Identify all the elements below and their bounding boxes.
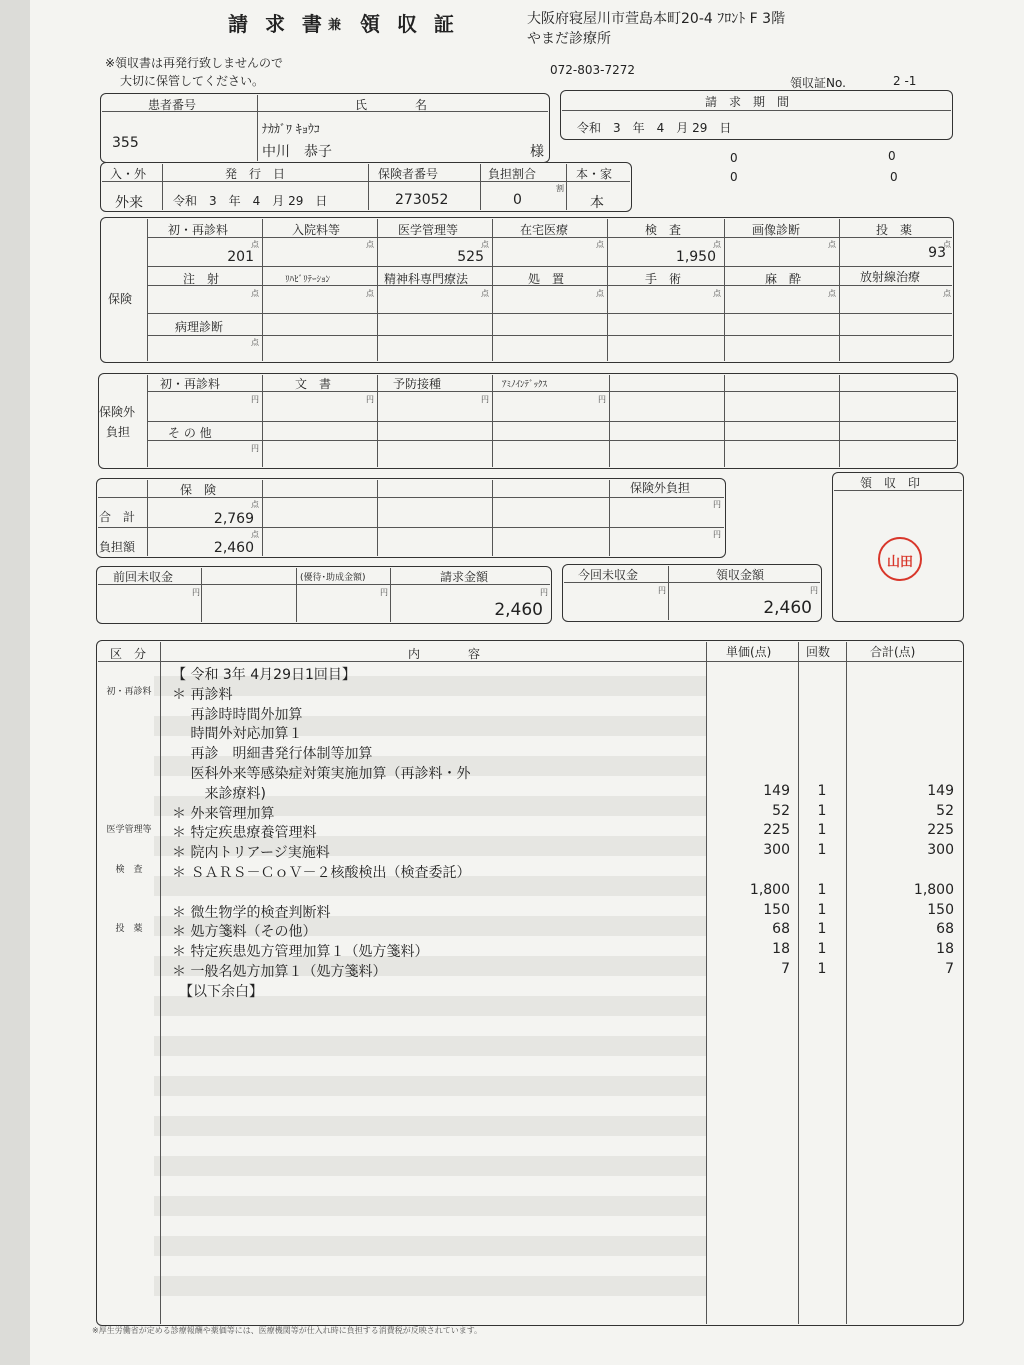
detail-content: ＊ 特定疾患療養管理料	[172, 825, 317, 841]
seal-stamp-text: 山田	[886, 555, 913, 570]
ins-h-tests: 検 査	[645, 223, 682, 237]
detail-count: 1	[817, 902, 827, 918]
detail-unit-price: 18	[772, 941, 790, 957]
notice-line-1: ※領収書は再発行致しませんので	[105, 56, 284, 70]
ins-h-pathology: 病理診断	[175, 320, 224, 334]
detail-content: ＊ 処方箋料（その他）	[172, 924, 317, 940]
unit-yen: 円	[192, 588, 200, 597]
misc-zero-3: 0	[730, 170, 738, 184]
patient-id: 355	[112, 135, 139, 151]
detail-count: 1	[817, 882, 827, 898]
unit-yen: 円	[366, 395, 374, 404]
detail-content: ＊ 院内トリアージ実施料	[172, 845, 330, 861]
unit-point: 点	[713, 240, 721, 249]
ratio-unit: 割	[556, 184, 564, 193]
ins-h-injection: 注 射	[183, 272, 220, 286]
title-ken: 兼	[328, 18, 342, 33]
unit-point: 点	[943, 289, 951, 298]
ins-h-home-care: 在宅医療	[520, 223, 569, 237]
detail-category: 検 査	[115, 865, 143, 875]
received-amount-label: 領収金額	[716, 568, 765, 582]
detail-content: ＊ 一般名処方加算１（処方箋料）	[172, 964, 387, 980]
detail-content: 医科外来等感染症対策実施加算（再診料・外	[172, 766, 471, 782]
detail-total: 1,800	[913, 882, 954, 898]
detail-total: 7	[945, 961, 954, 977]
row-stripe	[154, 1076, 706, 1096]
unit-yen: 円	[713, 530, 721, 539]
detail-content: 来診療料)	[172, 786, 266, 802]
unit-point: 点	[596, 240, 604, 249]
visit-type-label: 入・外	[110, 167, 147, 181]
person-label: 本・家	[576, 167, 613, 181]
ins-h-psychiatry: 精神科専門療法	[384, 272, 469, 286]
unit-point: 点	[366, 289, 374, 298]
unit-point: 点	[251, 289, 259, 298]
unit-point: 点	[251, 500, 259, 509]
ins-h-first-visit: 初・再診料	[168, 223, 229, 237]
unit-point: 点	[828, 289, 836, 298]
detail-content: ＊ ＳＡＲＳ－ＣｏＶ－２核酸検出（検査委託）	[172, 865, 471, 881]
insurer-number: 273052	[395, 192, 449, 208]
received-amount: 2,460	[763, 598, 812, 618]
insured-person: 本	[590, 195, 604, 211]
detail-category: 初・再診料	[106, 687, 152, 697]
row-stripe	[154, 1116, 706, 1136]
receipt-no-label: 領収証No.	[790, 76, 846, 90]
detail-content: 再診時時間外加算	[172, 707, 303, 723]
detail-count: 1	[817, 941, 827, 957]
totals-non-ins-label: 保険外負担	[630, 481, 691, 495]
footer-note: ※厚生労働省が定める診療報酬や薬価等には、医療機関等が仕入れ時に負担する消費税が反映されています。	[92, 1326, 483, 1335]
ins-h-rehab: ﾘﾊﾋﾞﾘﾃｰｼｮﾝ	[285, 275, 331, 285]
non-ins-h-first-visit: 初・再診料	[160, 377, 221, 391]
detail-content: ＊ 微生物学的検査判断料	[172, 905, 331, 921]
detail-total: 225	[927, 822, 954, 838]
ins-h-surgery: 手 術	[645, 272, 682, 286]
ins-v-tests: 1,950	[675, 249, 716, 265]
unit-yen: 円	[658, 586, 666, 595]
row-stripe	[154, 1036, 706, 1056]
non-ins-h-other: そ の 他	[168, 426, 212, 440]
non-ins-h-documents: 文 書	[295, 377, 332, 391]
insurance-box	[100, 217, 954, 363]
clinic-phone: 072-803-7272	[550, 63, 636, 77]
detail-h-total: 合計(点)	[870, 645, 916, 659]
patient-kana: ﾅｶｶﾞﾜ ｷｮｳｺ	[262, 122, 320, 136]
detail-total: 150	[927, 902, 954, 918]
non-ins-side-label-2: 負担	[106, 425, 131, 439]
row-stripe	[154, 1156, 706, 1176]
unit-yen: 円	[251, 444, 259, 453]
detail-count: 1	[817, 783, 827, 799]
unit-yen: 円	[713, 500, 721, 509]
billed-amount-label: 請求金額	[440, 570, 489, 584]
detail-content: 【以下余白】	[172, 984, 263, 1000]
discount-label: (優待･助成金額)	[300, 573, 366, 583]
detail-unit-price: 52	[772, 803, 790, 819]
detail-count: 1	[817, 961, 827, 977]
misc-zero-1: 0	[730, 151, 738, 165]
stamp-label: 領 収 印	[860, 476, 921, 490]
ratio-label: 負担割合	[488, 167, 537, 181]
visit-type: 外来	[115, 195, 143, 211]
burden-ratio: 0	[513, 192, 522, 208]
detail-total: 52	[936, 803, 954, 819]
ins-h-management: 医学管理等	[398, 223, 459, 237]
detail-h-category: 区 分	[110, 647, 147, 661]
unit-yen: 円	[251, 395, 259, 404]
period-label: 請 求 期 間	[705, 95, 790, 109]
detail-unit-price: 149	[763, 783, 790, 799]
seal-stamp	[878, 537, 922, 581]
unit-point: 点	[943, 240, 951, 249]
title-receipt: 領 収 証	[360, 12, 459, 36]
title-invoice: 請 求 書	[228, 12, 327, 36]
detail-content: ＊ 再診料	[172, 687, 233, 703]
ins-v-first-visit: 201	[227, 249, 254, 265]
total-label: 合 計	[99, 510, 136, 524]
unit-point: 点	[481, 240, 489, 249]
unit-yen: 円	[380, 588, 388, 597]
detail-category: 投 薬	[115, 924, 143, 934]
current-unpaid-label: 今回未収金	[578, 568, 639, 582]
ins-h-admission: 入院料等	[292, 223, 341, 237]
detail-total: 68	[936, 921, 954, 937]
non-ins-h-amino-index: ｱﾐﾉｲﾝﾃﾞｯｸｽ	[502, 380, 548, 390]
detail-content: 【 令和 3年 4月29日1回目】	[172, 667, 356, 683]
detail-unit-price: 225	[763, 822, 790, 838]
billed-amount: 2,460	[494, 600, 543, 620]
row-stripe	[154, 1236, 706, 1256]
unit-point: 点	[713, 289, 721, 298]
burden-label: 負担額	[99, 540, 136, 554]
detail-count: 1	[817, 921, 827, 937]
unit-yen: 円	[481, 395, 489, 404]
clinic-address: 大阪府寝屋川市萱島本町20-4 ﾌﾛﾝﾄ F 3階	[527, 11, 786, 27]
issue-date: 令和 3 年 4 月 29 日	[173, 194, 328, 208]
issue-date-label: 発 行 日	[225, 167, 286, 181]
unit-yen: 円	[810, 586, 818, 595]
ins-h-anesthesia: 麻 酔	[765, 272, 802, 286]
non-ins-side-label-1: 保険外	[99, 405, 136, 419]
patient-name-label: 氏 名	[355, 98, 428, 112]
unit-point: 点	[596, 289, 604, 298]
patient-honorific: 様	[530, 144, 544, 160]
totals-insurance-label: 保 険	[180, 483, 217, 497]
detail-unit-price: 300	[763, 842, 790, 858]
total-points: 2,769	[213, 511, 254, 527]
ins-v-management: 525	[457, 249, 484, 265]
detail-content: ＊ 特定疾患処方管理加算１（処方箋料）	[172, 944, 429, 960]
detail-h-price: 単価(点)	[726, 645, 772, 659]
detail-total: 149	[927, 783, 954, 799]
receipt-no: 2 -1	[893, 74, 917, 88]
insurer-label: 保険者番号	[378, 167, 439, 181]
notice-line-2: 大切に保管してください。	[120, 74, 265, 88]
unit-point: 点	[251, 240, 259, 249]
clinic-name: やまだ診療所	[527, 31, 611, 47]
unit-point: 点	[828, 240, 836, 249]
period-value: 令和 3 年 4 月 29 日	[577, 121, 732, 135]
misc-zero-4: 0	[890, 170, 898, 184]
unit-point: 点	[251, 530, 259, 539]
non-ins-h-vaccination: 予防接種	[393, 377, 442, 391]
ins-h-medication: 投 薬	[876, 223, 913, 237]
detail-content: 再診 明細書発行体制等加算	[172, 746, 373, 762]
unit-point: 点	[481, 289, 489, 298]
detail-count: 1	[817, 803, 827, 819]
ins-h-imaging: 画像診断	[752, 223, 801, 237]
misc-zero-2: 0	[888, 149, 896, 163]
unit-yen: 円	[598, 395, 606, 404]
prev-unpaid-label: 前回未収金	[113, 570, 174, 584]
burden-amount: 2,460	[213, 540, 254, 556]
detail-content: 時間外対応加算１	[172, 726, 303, 742]
detail-count: 1	[817, 842, 827, 858]
detail-content: ＊ 外来管理加算	[172, 806, 275, 822]
row-stripe	[154, 1276, 706, 1296]
unit-point: 点	[366, 240, 374, 249]
detail-unit-price: 68	[772, 921, 790, 937]
ins-h-radiation: 放射線治療	[860, 270, 921, 284]
row-stripe	[154, 1196, 706, 1216]
detail-total: 300	[927, 842, 954, 858]
detail-h-content: 内 容	[408, 647, 481, 661]
detail-category: 医学管理等	[106, 825, 152, 835]
detail-total: 18	[936, 941, 954, 957]
detail-unit-price: 7	[781, 961, 790, 977]
ins-v-medication: 93	[928, 245, 946, 261]
detail-unit-price: 150	[763, 902, 790, 918]
detail-unit-price: 1,800	[749, 882, 790, 898]
patient-name: 中川 恭子	[262, 144, 332, 160]
detail-h-count: 回数	[806, 645, 831, 659]
unit-yen: 円	[540, 588, 548, 597]
patient-id-label: 患者番号	[148, 98, 197, 112]
unit-point: 点	[251, 338, 259, 347]
detail-count: 1	[817, 822, 827, 838]
insurance-side-label: 保険	[108, 292, 133, 306]
ins-h-procedure: 処 置	[528, 272, 565, 286]
